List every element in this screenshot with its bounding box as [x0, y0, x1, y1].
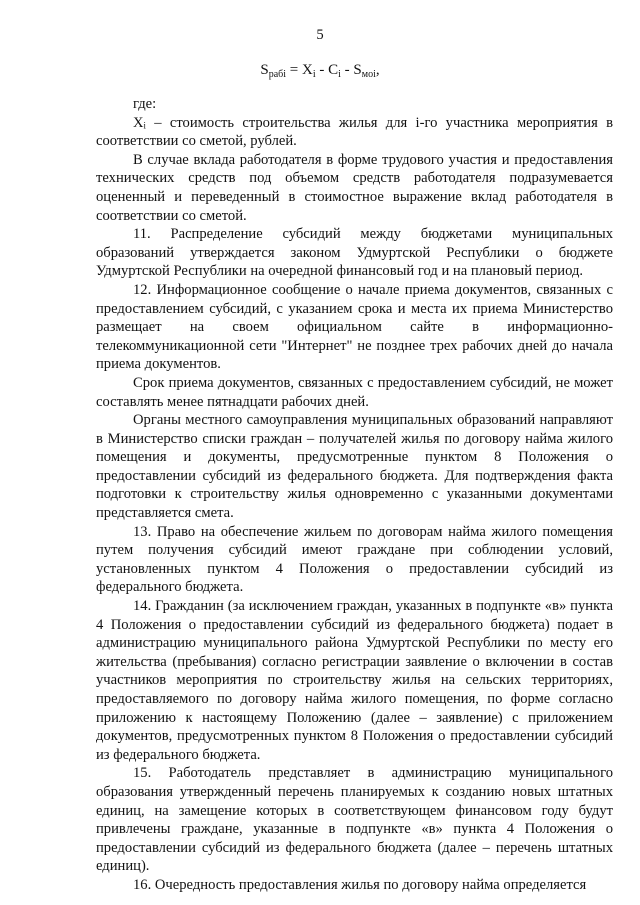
paragraph: 14. Гражданин (за исключением граждан, указанных в подпункте «в» пункта 4 Положения о предоставлении субсидий из федерального бюджета) подает в администрацию муниципального района Удмуртской Республики по месту его жительства (пребывания) согласно регистрации заявление о включении в состав участников мероприятия по строительству жилья на сельских территориях, предоставляемого по договору найма жилого помещения, по форме согласно приложению к настоящему Положению (далее – заявление) с приложением документов, предусмотренных пунктом 8 Положения о предоставлении субсидий из федерального бюджета. [96, 598, 613, 763]
paragraph: 15. Работодатель представляет в администрацию муниципального образования утвержденный перечень планируемых к созданию новых штатных единиц, на замещение которых в соответствующем финансовом году будут привлечены граждане, указанные в подпункте «в» пункта 4 Положения о предоставлении субсидий из федерального бюджета (далее – перечень штатных единиц). [96, 765, 613, 875]
paragraph: 13. Право на обеспечение жильем по договорам найма жилого помещения путем получения субсидий имеют граждане при соблюдении условий, установленных пунктом 4 Положения о предоставлении субсидий из федерального бюджета. [96, 523, 613, 596]
formula-s: $S_{моi}$ [353, 62, 376, 80]
formula-lhs: $S_{рабi}$ [260, 62, 287, 80]
paragraph: Xᵢ – стоимость строительства жилья для i-го участника мероприятия в соответствии со сметой, рублей. [96, 114, 613, 150]
body-text [96, 95, 613, 895]
paragraph: В случае вклада работодателя в форме трудового участия и предоставления технических средств под объемом средств работодателя подразумевается оцененный и переведенный в стоимостное выражение вклад работодателя в соответствии со сметой. [96, 151, 613, 224]
paragraph: 12. Информационное сообщение о начале приема документов, связанных с предоставлением субсидий, с указанием срока и места их приема Министерство размещает на своем официальном сайте в информационно-телекоммуникационной сети "Интернет" не позднее трех рабочих дней до начала приема документов. [96, 281, 613, 373]
page-number: 5 [316, 27, 324, 43]
formula-c: $C_i$ [328, 62, 341, 80]
paragraph: Срок приема документов, связанных с предоставлением субсидий, не может составлять менее пятнадцати рабочих дней. [96, 374, 613, 410]
formula: $S_{рабi} = X_i - C_i - S_{моi}$, [260, 62, 380, 80]
paragraph: 16. Очередность предоставления жилья по договору найма определяется [133, 876, 587, 893]
where-label: где: [133, 96, 157, 112]
formula-x: $X_i$ [302, 62, 316, 80]
paragraph: 11. Распределение субсидий между бюджетами муниципальных образований утверждается законом Удмуртской Республики о бюджете Удмуртской Республики на очередной финансовый год и на плановый период. [96, 226, 613, 280]
paragraph: Органы местного самоуправления муниципальных образований направляют в Министерство списки граждан – получателей жилья по договору найма жилого помещения и документы, предусмотренные пунктом 8 Положения о предоставлении субсидий из федерального бюджета. Для подтверждения факта подготовки к строительству жилья одновременно с указанными документами представляется смета. [96, 412, 613, 522]
